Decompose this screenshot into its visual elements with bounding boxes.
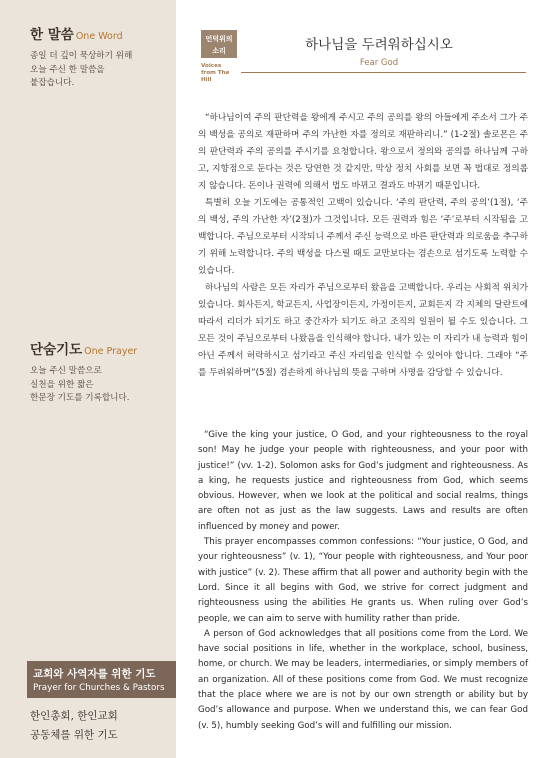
badge-en-line: Voices [201, 63, 222, 69]
one-word-desc-line: 종일 더 깊이 묵상하기 위해 [30, 51, 133, 61]
one-word-desc-line: 오늘 주신 한 말씀을 [30, 64, 105, 75]
sidebar [0, 0, 176, 758]
one-prayer-title [30, 339, 170, 362]
one-prayer-title-kr: 단숨기도 [30, 342, 83, 358]
header-divider [241, 72, 526, 73]
one-word-section [30, 24, 170, 91]
one-prayer-description [30, 365, 170, 406]
one-word-title [30, 24, 170, 47]
church-prayer-desc-line: 공동체를 위한 기도 [30, 729, 118, 741]
one-prayer-desc-line: 오늘 주신 말씀으로 [30, 366, 102, 376]
page-title: 하나님을 두려워하십시오 [305, 37, 453, 53]
badge-line: 소리 [212, 47, 226, 55]
page-subtitle: Fear God [359, 58, 399, 68]
church-prayer-description [30, 707, 170, 745]
korean-paragraph: 특별히 오늘 기도에는 공통적인 고백이 있습니다. ‘주의 판단력, 주의 공의’(1절), ‘주의 백성, 주의 가난한 자’(2절)가 그것입니다. 모든 권력과 힘은 ‘주’로부터 시작됨을 고백합니다. 주님으로부터 시작되니 주께서 주신 능력으로 바른 판단력과 의로움을 추구하기 위해 노력합니다. 주의 백성을 다스릴 때도 교만보다는 겸손으로 섬기도록 노력할 수 있습니다. [198, 198, 528, 276]
english-paragraph: This prayer encompasses common confessions: “Your justice, O God, and your righteousness” (v. 1), “Your people with righteousness, and Your poor with justice” (v. 2). These affirm that all power and authority begin with the Lord. Since it all begins with God, we strive for correct judgment and righteousness using the abilities He grants us. When ruling over God’s people, we can aim to serve with humility rather than pride. [198, 537, 528, 624]
section-badge [201, 30, 237, 58]
badge-line: 언덕위의 [205, 35, 233, 43]
badge-en-line: from The Hill [201, 70, 230, 83]
english-paragraph: A person of God acknowledges that all positions come from the Lord. We have social positions in life, whether in the workplace, school, business, home, or church. We may be leaders, intermediaries, or simply members of an organization. All of these positions come from God. We must recognize that the place where we are is not by our own strength or ability but by God’s allowance and purpose. When we understand this, we can fear God (v. 5), humbly seeking God’s will and fulfilling our mission. [198, 628, 528, 731]
church-prayer-banner [27, 661, 176, 698]
church-prayer-title-kr: 교회와 사역자를 위한 기도 [33, 668, 156, 680]
one-prayer-desc-line: 실천을 위한 짧은 [30, 379, 94, 390]
korean-body [198, 110, 528, 382]
one-word-desc-line: 붙잡습니다. [30, 78, 75, 88]
korean-paragraph: 하나님의 사람은 모든 자리가 주님으로부터 왔음을 고백합니다. 우리는 사회적 위치가 있습니다. 회사든지, 학교든지, 사업장이든지, 가정이든지, 교회든지 각 지체의 달란트에 따라서 리더가 되기도 하고 중간자가 되기도 하고 조직의 일원이 될 수도 있습니다. 그 모든 것이 주님으로부터 나왔음을 인식해야 합니다. 내가 있는 이 자리가 내 능력과 힘이 아닌 주께서 허락하시고 섬기라고 주신 자리임을 인식할 수 있어야 합니다. 그래야 “주를 두려워하며”(5절) 겸손하게 하나님의 뜻을 구하며 사명을 감당할 수 있습니다. [198, 283, 528, 378]
english-body [198, 428, 528, 734]
church-prayer-desc-line: 한인총회, 한인교회 [30, 710, 118, 722]
one-word-title-kr: 한 말씀 [30, 27, 74, 43]
badge-english-label [201, 63, 241, 84]
one-prayer-section [30, 339, 170, 406]
one-prayer-title-en: One Prayer [84, 346, 138, 357]
korean-paragraph: “하나님이여 주의 판단력을 왕에게 주시고 주의 공의를 왕의 아들에게 주소서 그가 주의 백성을 공의로 재판하며 주의 가난한 자를 정의로 재판하리니.” (1-2절) 솔로몬은 주의 판단력과 주의 공의를 주시기를 요청합니다. 왕으로서 정의와 공의를 하나님께 구하고, 지향점으로 둔다는 것은 당연한 것 같지만, 막상 정치 사회를 보면 꼭 법대로 정의롭지 않습니다. 돈이나 권력에 의해서 법도 바뀌고 결과도 바뀌기 때문입니다. [198, 113, 528, 191]
church-prayer-title-en: Prayer for Churches & Pastors [33, 683, 165, 693]
one-prayer-desc-line: 한문장 기도를 기록합니다. [30, 393, 130, 403]
english-paragraph: “Give the king your justice, O God, and your righteousness to the royal son! May he judge your people with righteousness, and your poor with justice!” (vv. 1-2). Solomon asks for God’s judgment and righteousness. As a king, he requests justice and righteousness from God, which seems obvious. However, when we look at the political and social realms, things are often not as just as the law suggests. Laws and results are often influenced by money and power. [198, 430, 528, 532]
one-word-description [30, 50, 170, 91]
one-word-title-en: One Word [75, 31, 123, 42]
